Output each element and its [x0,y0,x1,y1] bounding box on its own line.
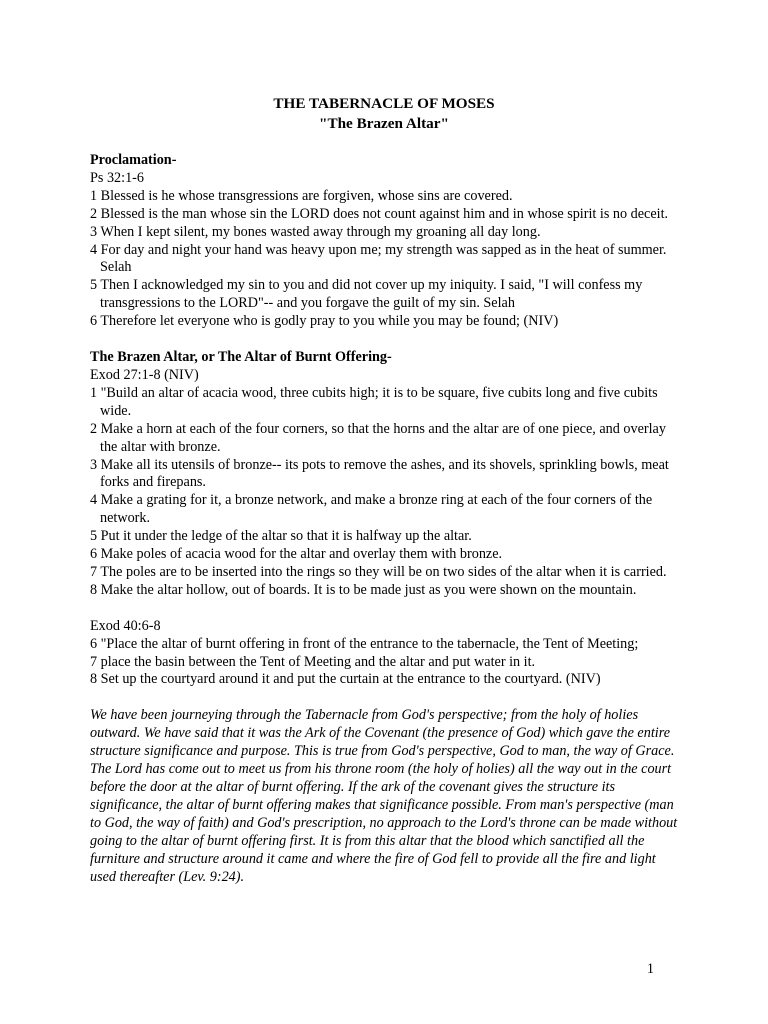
verse: 4 Make a grating for it, a bronze network, and make a bronze ring at each of the four corners of the network. [90,492,653,527]
section-heading: Proclamation- [90,152,177,168]
spacer [90,600,678,618]
verse: 1 Blessed is he whose transgressions are forgiven, whose sins are covered. [90,187,513,204]
document-subtitle: "The Brazen Altar" [319,115,449,132]
spacer [90,689,678,707]
section-brazen-altar [90,349,678,600]
verse: 7 place the basin between the Tent of Meeting and the altar and put water in it. [90,653,536,670]
verse: 3 Make all its utensils of bronze-- its pots to remove the ashes, and its shovels, sprinkling bowls, meat forks and firepans. [90,456,669,491]
verse: 5 Put it under the ledge of the altar so that it is halfway up the altar. [90,528,472,545]
verse: 8 Set up the courtyard around it and put the curtain at the entrance to the courtyard. (NIV) [90,671,601,688]
verse: 2 Make a horn at each of the four corners, so that the horns and the altar are of one piece, and overlay the altar with bronze. [90,420,666,455]
verse: 4 For day and night your hand was heavy upon me; my strength was sapped as in the heat of summer. Selah [90,241,667,276]
scripture-reference: Ps 32:1-6 [90,169,144,186]
document-title: THE TABERNACLE OF MOSES [273,95,495,112]
verse: 6 Make poles of acacia wood for the altar and overlay them with bronze. [90,546,503,563]
spacer [90,331,678,349]
scripture-reference: Exod 27:1-8 (NIV) [90,366,199,383]
verse: 1 "Build an altar of acacia wood, three cubits high; it is to be square, five cubits long and five cubits wide. [90,384,658,419]
commentary-paragraph: We have been journeying through the Tabernacle from God's perspective; from the holy of holies outward. We have said that it was the Ark of the Covenant (the presence of God) which gave the entire structure significance and purpose. This is true from God's perspective, God to man, the way of Grace. The Lord has come out to meet us from his throne room (the holy of holies) all the way out in the court before the door at the altar of burnt offering. If the ark of the covenant gives the structure its significance, the altar of burnt offering makes that significance possible. From man's perspective (man to God, the way of faith) and God's prescription, no approach to the Lord's throne can be made without going to the altar of burnt offering first. It is from this altar that the blood which sanctified all the furniture and structure around it came and where the fire of God fell to provide all the fire and light used thereafter (Lev. 9:24). [90,707,678,885]
verse: 3 When I kept silent, my bones wasted away through my groaning all day long. [90,223,541,240]
section-exodus-40 [90,618,678,690]
verse: 7 The poles are to be inserted into the rings so they will be on two sides of the altar when it is carried. [90,563,667,580]
section-heading: The Brazen Altar, or The Altar of Burnt Offering- [90,349,392,366]
verse: 6 "Place the altar of burnt offering in front of the entrance to the tabernacle, the Tent of Meeting; [90,635,639,652]
verse: 8 Make the altar hollow, out of boards. It is to be made just as you were shown on the mountain. [90,581,637,598]
verse: 6 Therefore let everyone who is godly pray to you while you may be found; (NIV) [90,313,559,330]
verse: 2 Blessed is the man whose sin the LORD does not count against him and in whose spirit is no deceit. [90,205,669,222]
verse: 5 Then I acknowledged my sin to you and did not cover up my iniquity. I said, "I will confess my transgressions to the LORD"-- and you forgave the guilt of my sin. Selah [90,277,643,312]
page-number: 1 [646,961,654,977]
section-proclamation [90,152,678,331]
spacer [90,134,678,152]
scripture-reference: Exod 40:6-8 [90,617,161,634]
